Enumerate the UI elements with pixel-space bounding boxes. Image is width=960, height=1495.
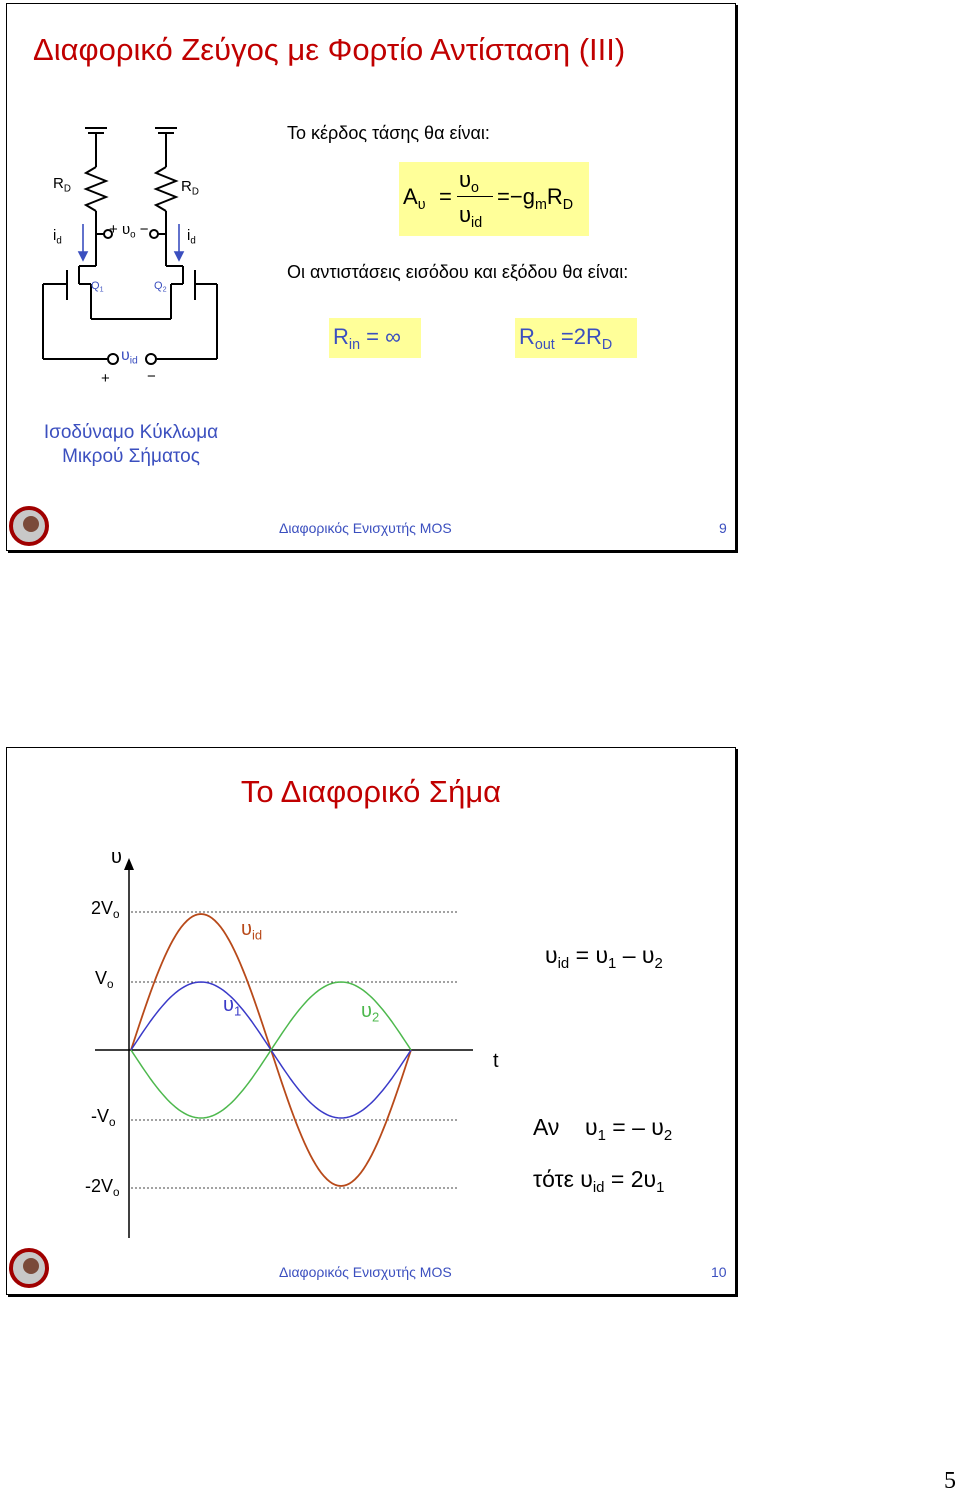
level-label-neg-vo: $-V_o$ <box>91 1106 116 1130</box>
vo-label: + $\upsilon_o$ − <box>109 221 149 241</box>
equation-vid: $\upsilon_{id} = \upsilon_1 - \upsilon_2$ <box>545 942 663 973</box>
slide-9 <box>6 3 736 551</box>
voltage-axis-arrow <box>124 858 134 870</box>
label-v1: $\upsilon_1$ <box>223 994 242 1019</box>
level-label-vo: $V_o$ <box>95 968 114 992</box>
circuit-caption: Ισοδύναμο Κύκλωμα Μικρού Σήματος <box>43 422 219 467</box>
slide-10 <box>6 747 736 1295</box>
vid-minus: − <box>147 368 156 385</box>
rin-formula: $R_{in}$ = ∞ <box>329 318 421 358</box>
x-axis-label: t <box>493 1050 499 1072</box>
equation-if: Αν $\upsilon_1$ = – $\upsilon_2$ <box>533 1114 673 1145</box>
page-number: 9 <box>719 520 727 536</box>
gain-formula: $A_\upsilon$ = $\upsilon_o$ $\upsilon_{id}$ $=-g_mR_D$ <box>399 162 589 236</box>
id-left-label: $i_d$ <box>53 227 62 247</box>
id-right-label: $i_d$ <box>187 227 196 247</box>
vid-label: $\upsilon_{id}$ <box>121 347 138 367</box>
rd-right-label: $R_D$ <box>181 178 199 198</box>
equation-then: τότε $\upsilon_{id} = 2\upsilon_1$ <box>533 1166 665 1197</box>
level-label-2vo: $2V_o$ <box>91 898 120 922</box>
rd-left-label: $R_D$ <box>53 175 71 195</box>
university-logo <box>9 506 49 546</box>
level-label-neg-2vo: $-2V_o$ <box>85 1176 120 1200</box>
sheet-number: 5 <box>944 1468 956 1494</box>
rout-formula: $R_{out} =2R_D$ <box>515 318 637 358</box>
q2-label: $Q_2$ <box>154 280 167 294</box>
footer-title: Διαφορικός Ενισχυτής MOS <box>279 520 452 536</box>
page-number: 10 <box>711 1264 727 1280</box>
slide-title: Το Διαφορικό Σήμα <box>240 774 502 809</box>
y-axis-label: υ <box>111 846 122 868</box>
circuit-diagram <box>7 4 237 404</box>
footer-title: Διαφορικός Ενισχυτής MOS <box>279 1264 452 1280</box>
resist-intro: Οι αντιστάσεις εισόδου και εξόδου θα είναι: <box>287 262 629 282</box>
university-logo <box>9 1248 49 1288</box>
gain-intro: Το κέρδος τάσης θα είναι: <box>287 123 490 143</box>
slide-title: Διαφορικό Ζεύγος με Φορτίο Αντίσταση (ΙΙΙ) <box>33 32 626 67</box>
vid-plus: + <box>101 370 110 387</box>
q1-label: $Q_1$ <box>91 280 104 294</box>
label-v2: $\upsilon_2$ <box>361 1000 380 1025</box>
label-vid: $\upsilon_{id}$ <box>241 918 263 943</box>
